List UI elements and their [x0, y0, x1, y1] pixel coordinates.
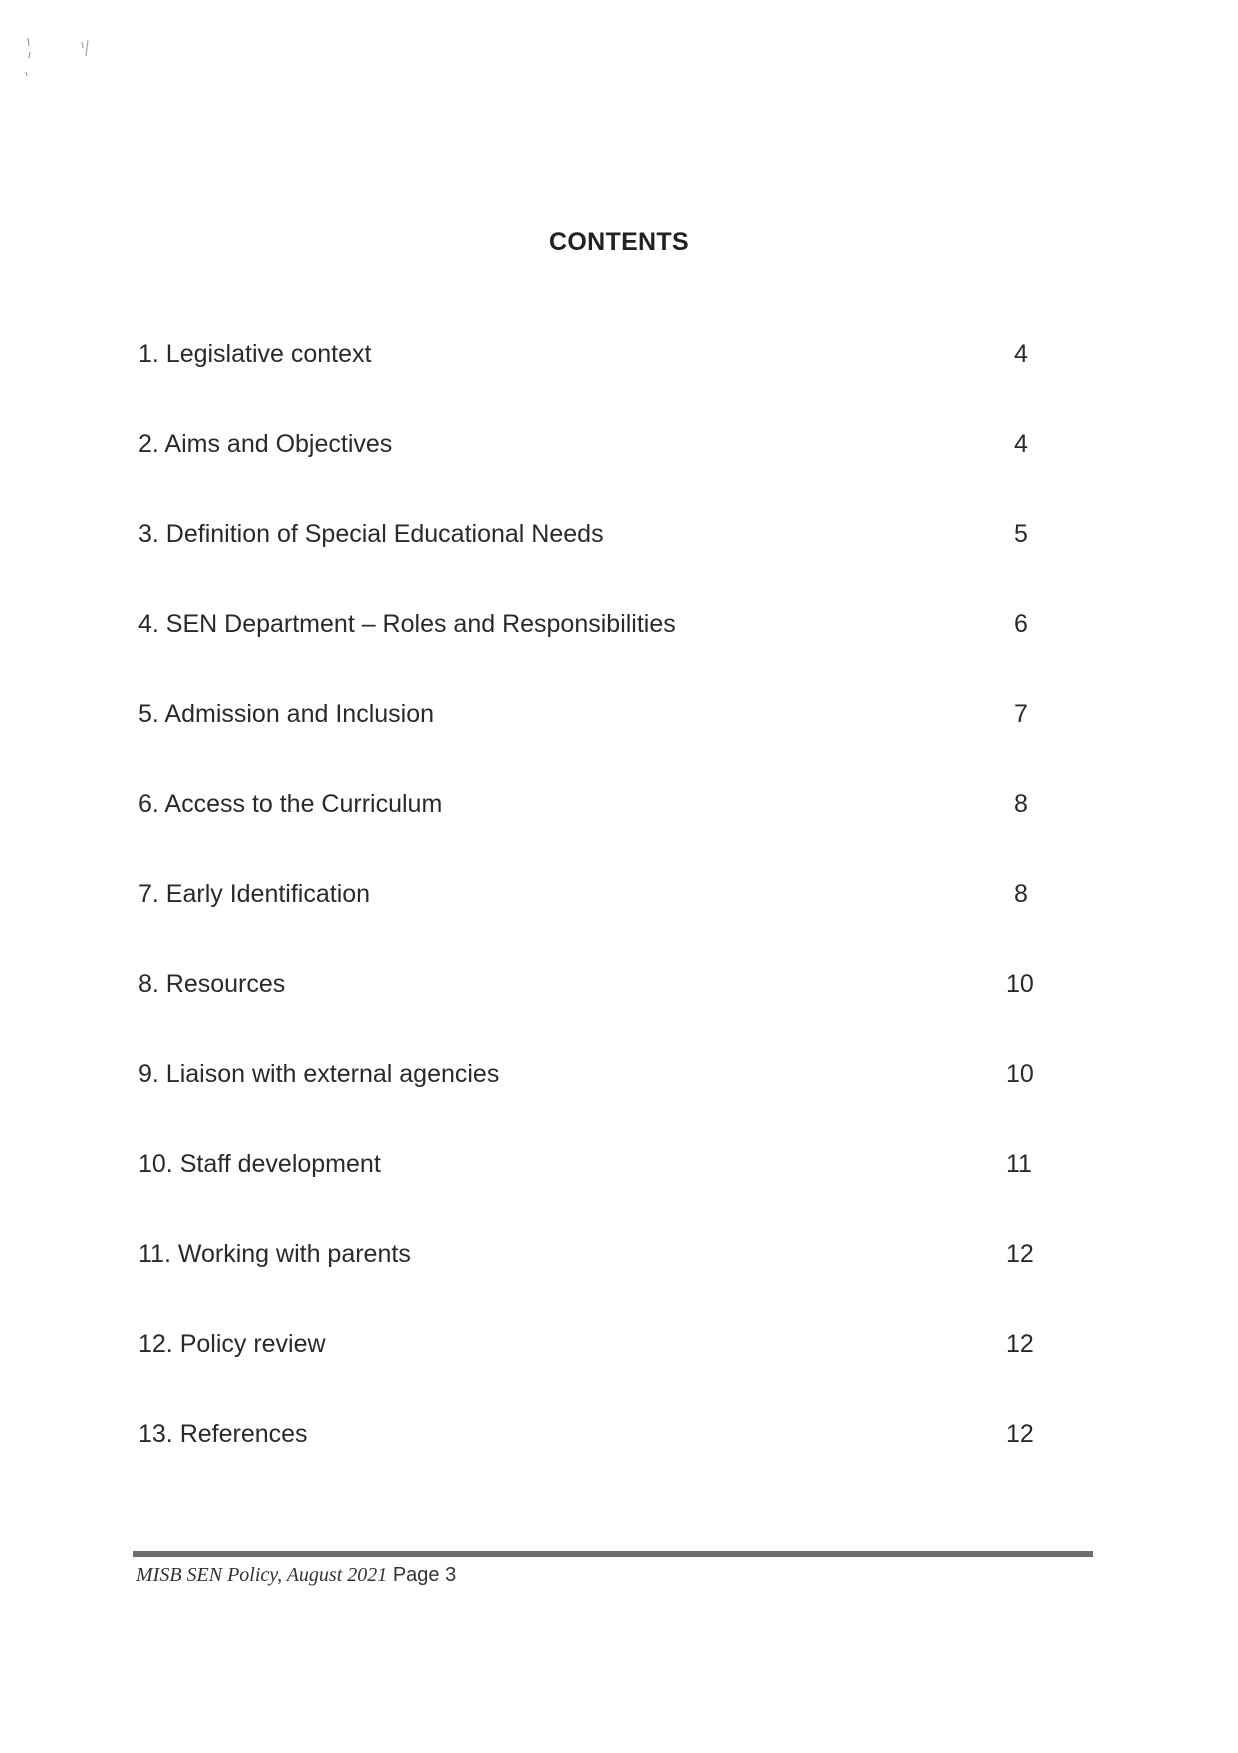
toc-entry-page: 8	[1014, 880, 1028, 908]
toc-entry-page: 12	[1006, 1330, 1034, 1358]
toc-entry-label: 12. Policy review	[138, 1330, 326, 1358]
toc-entry[interactable]	[138, 516, 1038, 606]
footer-document-name: MISB SEN Policy, August 2021	[136, 1564, 388, 1586]
toc-entry[interactable]	[138, 1326, 1038, 1416]
toc-entry-label: 8. Resources	[138, 970, 286, 998]
page-title: CONTENTS	[549, 228, 689, 256]
toc-entry[interactable]	[138, 1056, 1038, 1146]
toc-entry[interactable]	[138, 426, 1038, 516]
toc-entry-label: 4. SEN Department – Roles and Responsibilities	[138, 610, 676, 638]
toc-entry-page: 6	[1014, 610, 1028, 638]
toc-entry-label: 7. Early Identification	[138, 880, 371, 908]
toc-entry-label: 3. Definition of Special Educational Needs	[138, 520, 604, 548]
toc-entry-page: 12	[1006, 1240, 1034, 1268]
page-footer	[136, 1564, 456, 1587]
toc-entry[interactable]	[138, 876, 1038, 966]
toc-entry-page: 7	[1014, 700, 1028, 728]
toc-entry-label: 1. Legislative context	[138, 340, 372, 368]
toc-entry-page: 4	[1014, 430, 1028, 458]
toc-entry[interactable]	[138, 1236, 1038, 1326]
toc-entry-page: 4	[1014, 340, 1028, 368]
toc-entry[interactable]	[138, 966, 1038, 1056]
toc-entry[interactable]	[138, 606, 1038, 696]
toc-entry[interactable]	[138, 696, 1038, 786]
toc-entry-label: 13. References	[138, 1420, 308, 1448]
scan-artifact	[20, 14, 110, 84]
toc-entry[interactable]	[138, 1146, 1038, 1236]
toc-entry-label: 10. Staff development	[138, 1150, 381, 1178]
toc-entry-page: 10	[1006, 970, 1034, 998]
toc-entry-page: 8	[1014, 790, 1028, 818]
footer-divider	[133, 1551, 1093, 1557]
toc-entry-label: 6. Access to the Curriculum	[138, 790, 443, 818]
toc-entry-label: 5. Admission and Inclusion	[138, 700, 435, 728]
toc-entry[interactable]	[138, 1416, 1038, 1506]
toc-entry[interactable]	[138, 336, 1038, 426]
toc-entry[interactable]	[138, 786, 1038, 876]
toc-entry-label: 2. Aims and Objectives	[138, 430, 393, 458]
toc-entry-page: 5	[1014, 520, 1028, 548]
toc-entry-label: 9. Liaison with external agencies	[138, 1060, 500, 1088]
toc-entry-page: 10	[1006, 1060, 1034, 1088]
toc-entry-page: 12	[1006, 1420, 1034, 1448]
footer-page-number: Page 3	[392, 1564, 457, 1586]
toc-entry-label: 11. Working with parents	[138, 1240, 411, 1268]
table-of-contents	[138, 336, 1038, 1506]
toc-entry-page: 11	[1006, 1150, 1032, 1178]
